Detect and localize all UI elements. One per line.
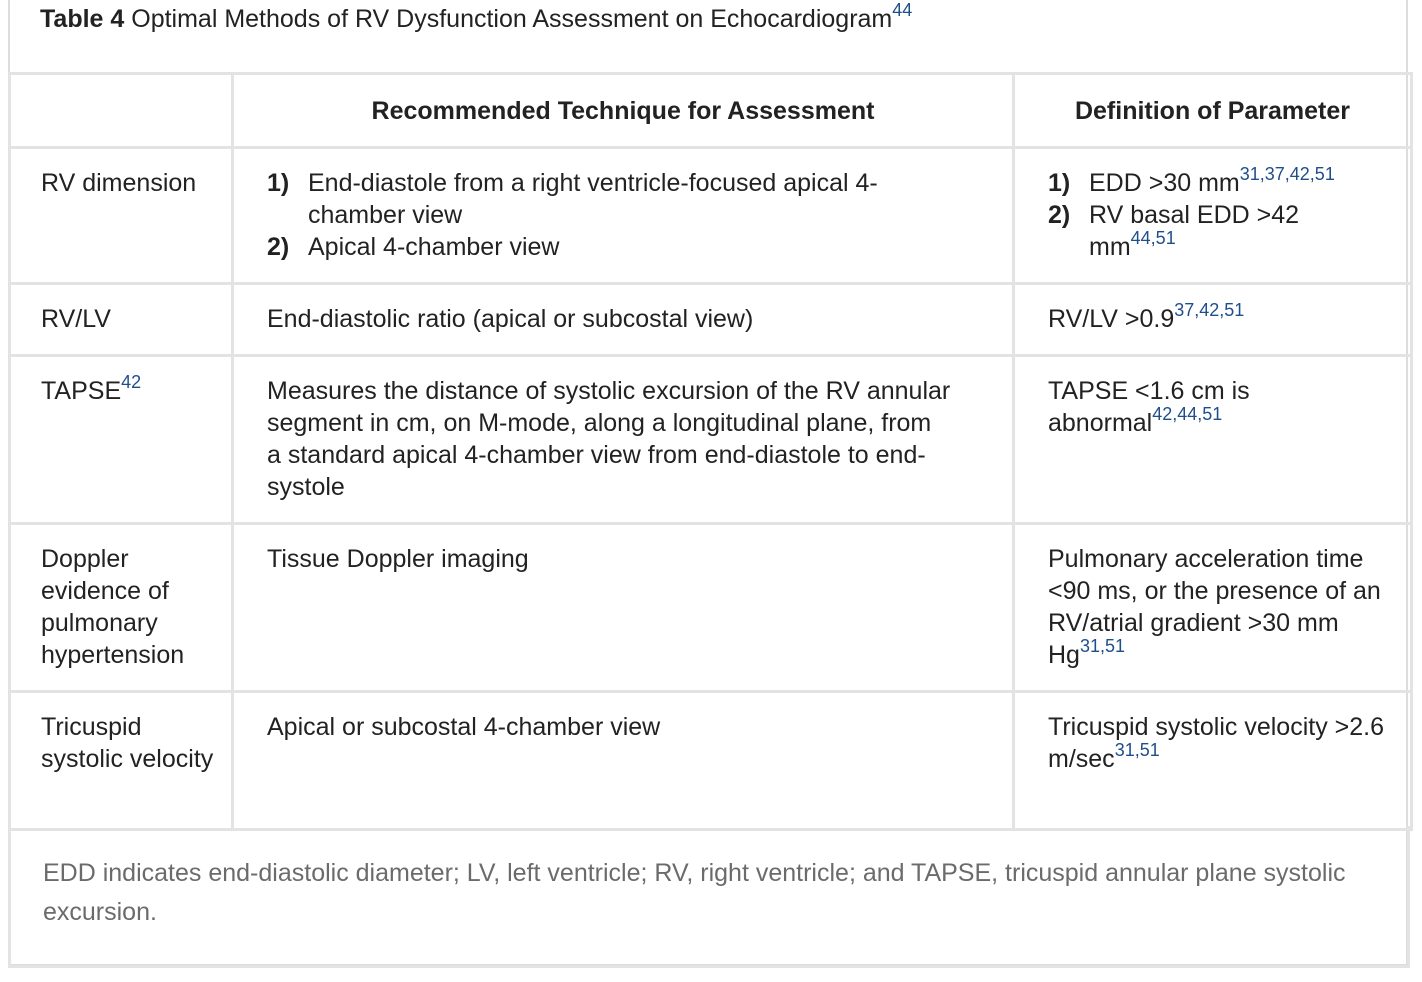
list-number: 2) [267,233,290,261]
definition-text: Tricuspid systolic velocity >2.6 m/sec [1048,713,1384,773]
technique-cell: End-diastolic ratio (apical or subcostal view) [233,284,1014,356]
technique-cell [233,148,1014,284]
definition-text: TAPSE <1.6 cm is abnormal [1048,377,1250,437]
list-number: 1) [267,169,290,197]
table-row [10,524,1412,692]
definition-list [1048,163,1390,263]
reference-link[interactable]: 42,44,51 [1152,403,1223,424]
row-label-rv-lv: RV/LV [10,284,233,356]
list-item [267,231,952,263]
list-item [1048,163,1390,199]
row-label-text: TAPSE [41,377,122,405]
definition-cell [1014,148,1412,284]
definition-cell [1014,692,1412,830]
reference-link[interactable]: 31,51 [1114,739,1160,760]
list-text: EDD >30 mm [1089,169,1240,197]
technique-list [267,167,952,263]
list-text: End-diastole from a right ventricle-focused apical 4-chamber view [308,169,878,229]
list-item [267,167,952,231]
header-technique: Recommended Technique for Assessment [233,74,1014,148]
list-text: RV basal EDD >42 mm [1089,201,1300,261]
row-label-doppler: Doppler evidence of pulmonary hypertension [10,524,233,692]
list-number: 1) [1048,169,1071,197]
caption-reference-link[interactable]: 44 [892,0,913,20]
definition-cell [1014,284,1412,356]
header-definition: Definition of Parameter [1014,74,1412,148]
technique-cell: Apical or subcostal 4-chamber view [233,692,1014,830]
list-number: 2) [1048,201,1071,229]
table-caption [40,2,912,36]
row-label-tricuspid: Tricuspid systolic velocity [10,692,233,830]
table-row [10,284,1412,356]
header-blank-cell [10,74,233,148]
reference-link[interactable]: 31,51 [1079,635,1126,656]
table-row [10,356,1412,524]
reference-link[interactable]: 44,51 [1130,227,1176,248]
technique-cell: Tissue Doppler imaging [233,524,1014,692]
assessment-table [8,72,1413,831]
list-text: Apical 4-chamber view [308,233,560,261]
reference-link[interactable]: 31,37,42,51 [1239,163,1335,184]
table-footnote [8,826,1410,968]
definition-cell [1014,524,1412,692]
footnote-text: EDD indicates end-diastolic diameter; LV, left ventricle; RV, right ventricle; and TAPSE, tricuspid annular plane systolic excursion. [43,859,1346,926]
table-row [10,692,1412,830]
table-header-row [10,74,1412,148]
technique-cell: Measures the distance of systolic excursion of the RV annular segment in cm, on M-mode, along a longitudinal plane, from a standard apical 4-chamber view from end-diastole to end-systole [233,356,1014,524]
row-label-tapse [10,356,233,524]
list-item [1048,199,1390,263]
definition-cell [1014,356,1412,524]
reference-link[interactable]: 42 [121,371,142,392]
definition-text: RV/LV >0.9 [1048,305,1175,333]
table-label: Table 4 [40,5,125,33]
table-title: Optimal Methods of RV Dysfunction Assessment on Echocardiogram [131,5,893,33]
definition-text: Pulmonary acceleration time <90 ms, or the presence of an RV/atrial gradient >30 mm Hg [1048,545,1381,669]
reference-link[interactable]: 37,42,51 [1174,299,1245,320]
row-label-rv-dimension: RV dimension [10,148,233,284]
table-row [10,148,1412,284]
